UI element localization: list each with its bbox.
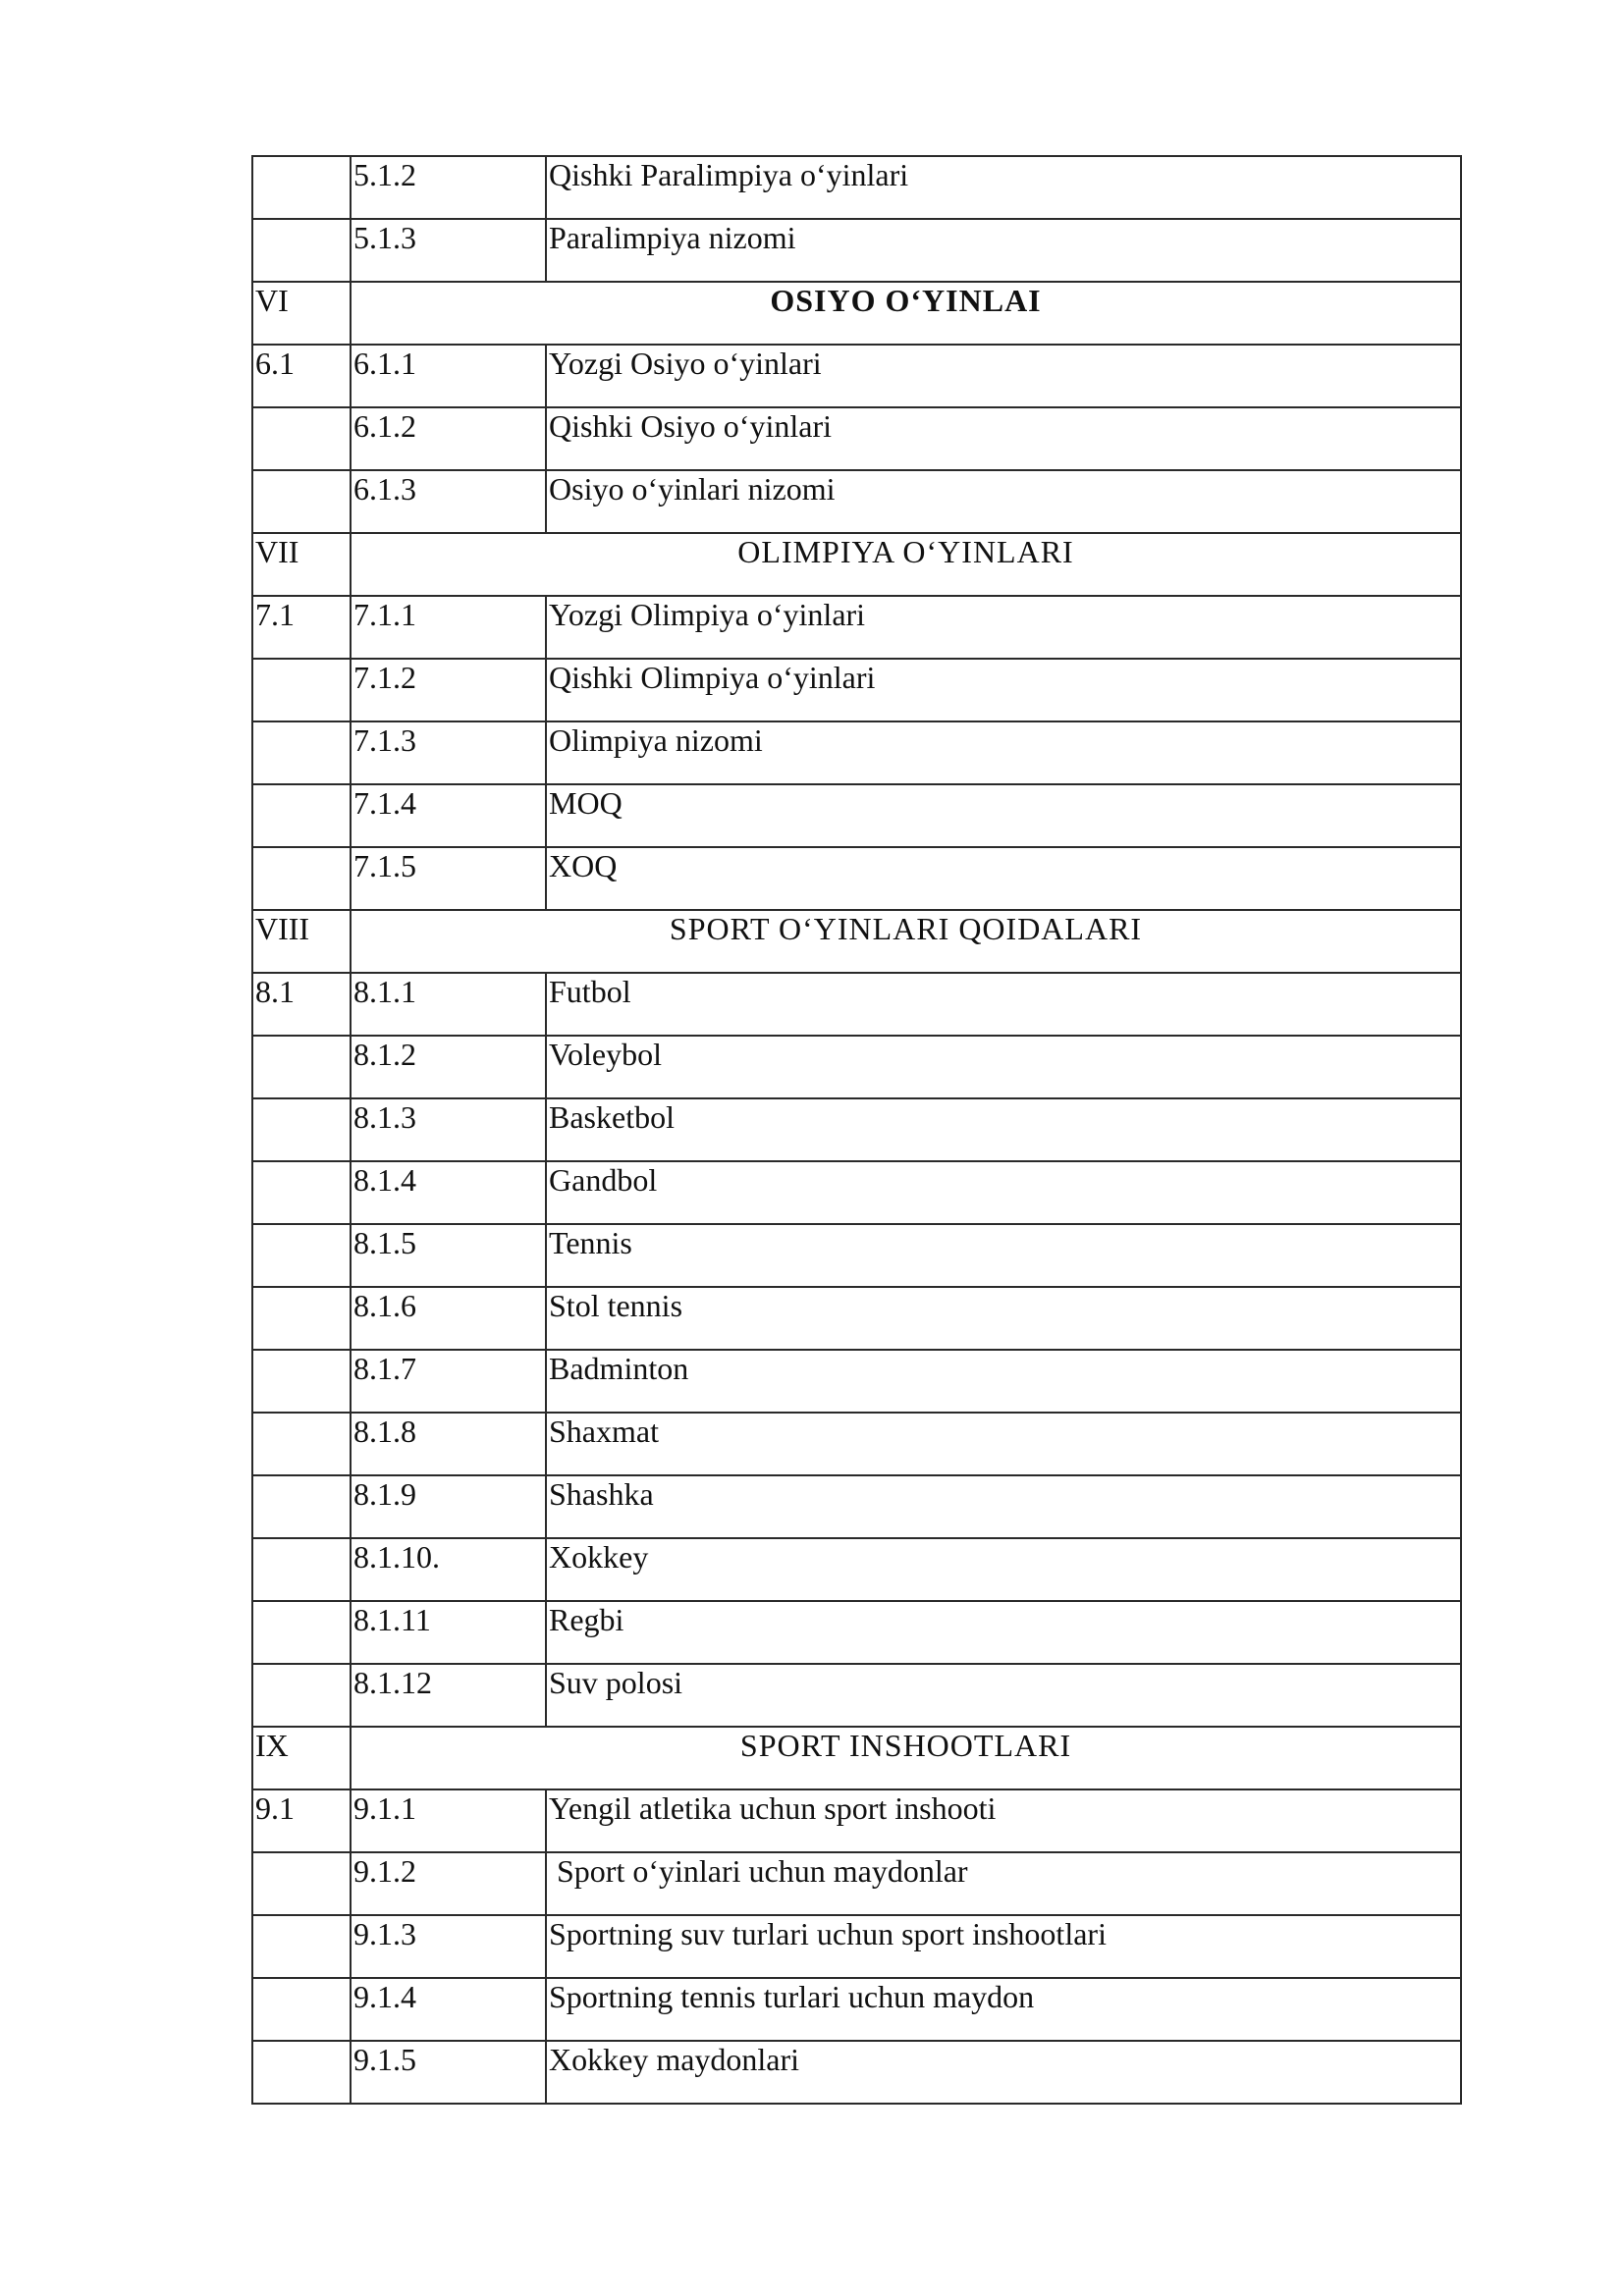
table-row: [252, 1538, 1461, 1601]
item-number-cell: 9.1.3: [351, 1915, 546, 1978]
item-number-cell: 8.1.6: [351, 1287, 546, 1350]
table-row: [252, 1413, 1461, 1475]
item-title-cell: Sport o‘yinlari uchun maydonlar: [546, 1852, 1461, 1915]
subsection-number-cell: [252, 1538, 351, 1601]
table-row: [252, 847, 1461, 910]
table-row: [252, 596, 1461, 659]
table-row: [252, 2041, 1461, 2104]
table-row: [252, 1098, 1461, 1161]
item-number-cell: 7.1.4: [351, 784, 546, 847]
item-title-cell: Qishki Olimpiya o‘yinlari: [546, 659, 1461, 721]
item-number-cell: 8.1.8: [351, 1413, 546, 1475]
item-title-cell: Regbi: [546, 1601, 1461, 1664]
subsection-number-cell: [252, 470, 351, 533]
item-title-cell: Paralimpiya nizomi: [546, 219, 1461, 282]
item-number-cell: 9.1.1: [351, 1789, 546, 1852]
section-heading-title: OLIMPIYA O‘YINLARI: [351, 533, 1461, 596]
table-row: [252, 1915, 1461, 1978]
section-heading-row: [252, 533, 1461, 596]
subsection-number-cell: [252, 1161, 351, 1224]
item-number-cell: 6.1.1: [351, 345, 546, 407]
table-row: [252, 1664, 1461, 1727]
table-row: [252, 407, 1461, 470]
table-row: [252, 659, 1461, 721]
subsection-number-cell: [252, 2041, 351, 2104]
item-number-cell: 7.1.1: [351, 596, 546, 659]
section-roman-numeral: VII: [252, 533, 351, 596]
table-row: [252, 973, 1461, 1036]
item-number-cell: 7.1.5: [351, 847, 546, 910]
item-number-cell: 9.1.5: [351, 2041, 546, 2104]
item-number-cell: 7.1.2: [351, 659, 546, 721]
table-row: [252, 156, 1461, 219]
section-heading-title: OSIYO O‘YINLAI: [351, 282, 1461, 345]
item-title-cell: Qishki Paralimpiya o‘yinlari: [546, 156, 1461, 219]
item-number-cell: 9.1.2: [351, 1852, 546, 1915]
subsection-number-cell: [252, 219, 351, 282]
table-row: [252, 1287, 1461, 1350]
item-number-cell: 8.1.10.: [351, 1538, 546, 1601]
subsection-number-cell: [252, 407, 351, 470]
item-title-cell: Sportning tennis turlari uchun maydon: [546, 1978, 1461, 2041]
section-heading-row: [252, 1727, 1461, 1789]
subsection-number-cell: [252, 1664, 351, 1727]
table-row: [252, 345, 1461, 407]
item-title-cell: Badminton: [546, 1350, 1461, 1413]
item-number-cell: 5.1.2: [351, 156, 546, 219]
item-number-cell: 8.1.11: [351, 1601, 546, 1664]
table-row: [252, 1224, 1461, 1287]
item-title-cell: Tennis: [546, 1224, 1461, 1287]
table-row: [252, 1475, 1461, 1538]
subsection-number-cell: 9.1: [252, 1789, 351, 1852]
item-number-cell: 8.1.1: [351, 973, 546, 1036]
item-title-cell: Shashka: [546, 1475, 1461, 1538]
item-number-cell: 6.1.2: [351, 407, 546, 470]
subsection-number-cell: [252, 1915, 351, 1978]
subsection-number-cell: 8.1: [252, 973, 351, 1036]
subsection-number-cell: 7.1: [252, 596, 351, 659]
item-number-cell: 8.1.4: [351, 1161, 546, 1224]
section-roman-numeral: VIII: [252, 910, 351, 973]
table-row: [252, 1161, 1461, 1224]
item-title-cell: Qishki Osiyo o‘yinlari: [546, 407, 1461, 470]
subsection-number-cell: [252, 721, 351, 784]
item-number-cell: 8.1.12: [351, 1664, 546, 1727]
item-number-cell: 8.1.5: [351, 1224, 546, 1287]
item-number-cell: 7.1.3: [351, 721, 546, 784]
table-row: [252, 219, 1461, 282]
table-row: [252, 1978, 1461, 2041]
item-number-cell: 8.1.7: [351, 1350, 546, 1413]
subsection-number-cell: [252, 1350, 351, 1413]
subsection-number-cell: [252, 1852, 351, 1915]
section-heading-title: SPORT INSHOOTLARI: [351, 1727, 1461, 1789]
table-row: [252, 1036, 1461, 1098]
item-number-cell: 8.1.3: [351, 1098, 546, 1161]
item-title-cell: Sportning suv turlari uchun sport inshootlari: [546, 1915, 1461, 1978]
item-title-cell: Basketbol: [546, 1098, 1461, 1161]
subsection-number-cell: [252, 1224, 351, 1287]
table-row: [252, 470, 1461, 533]
item-title-cell: XOQ: [546, 847, 1461, 910]
subsection-number-cell: [252, 1287, 351, 1350]
item-title-cell: Xokkey maydonlari: [546, 2041, 1461, 2104]
subsection-number-cell: [252, 1036, 351, 1098]
item-title-cell: Stol tennis: [546, 1287, 1461, 1350]
subsection-number-cell: [252, 156, 351, 219]
item-number-cell: 8.1.9: [351, 1475, 546, 1538]
table-row: [252, 1852, 1461, 1915]
subsection-number-cell: [252, 659, 351, 721]
item-title-cell: Xokkey: [546, 1538, 1461, 1601]
item-title-cell: Futbol: [546, 973, 1461, 1036]
section-heading-row: [252, 910, 1461, 973]
item-number-cell: 8.1.2: [351, 1036, 546, 1098]
subsection-number-cell: [252, 1098, 351, 1161]
subsection-number-cell: [252, 784, 351, 847]
subsection-number-cell: [252, 1475, 351, 1538]
subsection-number-cell: [252, 847, 351, 910]
subsection-number-cell: [252, 1978, 351, 2041]
subsection-number-cell: [252, 1413, 351, 1475]
table-row: [252, 1789, 1461, 1852]
subsection-number-cell: [252, 1601, 351, 1664]
item-title-cell: Yozgi Olimpiya o‘yinlari: [546, 596, 1461, 659]
section-heading-title: SPORT O‘YINLARI QOIDALARI: [351, 910, 1461, 973]
table-row: [252, 1350, 1461, 1413]
section-heading-row: [252, 282, 1461, 345]
item-number-cell: 9.1.4: [351, 1978, 546, 2041]
subsection-number-cell: 6.1: [252, 345, 351, 407]
contents-table-body: [252, 156, 1461, 2104]
item-title-cell: Yozgi Osiyo o‘yinlari: [546, 345, 1461, 407]
item-number-cell: 6.1.3: [351, 470, 546, 533]
item-title-cell: Yengil atletika uchun sport inshooti: [546, 1789, 1461, 1852]
section-roman-numeral: IX: [252, 1727, 351, 1789]
item-number-cell: 5.1.3: [351, 219, 546, 282]
item-title-cell: Voleybol: [546, 1036, 1461, 1098]
item-title-cell: Shaxmat: [546, 1413, 1461, 1475]
section-roman-numeral: VI: [252, 282, 351, 345]
item-title-cell: Olimpiya nizomi: [546, 721, 1461, 784]
table-row: [252, 721, 1461, 784]
item-title-cell: MOQ: [546, 784, 1461, 847]
item-title-cell: Gandbol: [546, 1161, 1461, 1224]
item-title-cell: Suv polosi: [546, 1664, 1461, 1727]
table-row: [252, 1601, 1461, 1664]
contents-table: [251, 155, 1462, 2105]
item-title-cell: Osiyo o‘yinlari nizomi: [546, 470, 1461, 533]
table-row: [252, 784, 1461, 847]
